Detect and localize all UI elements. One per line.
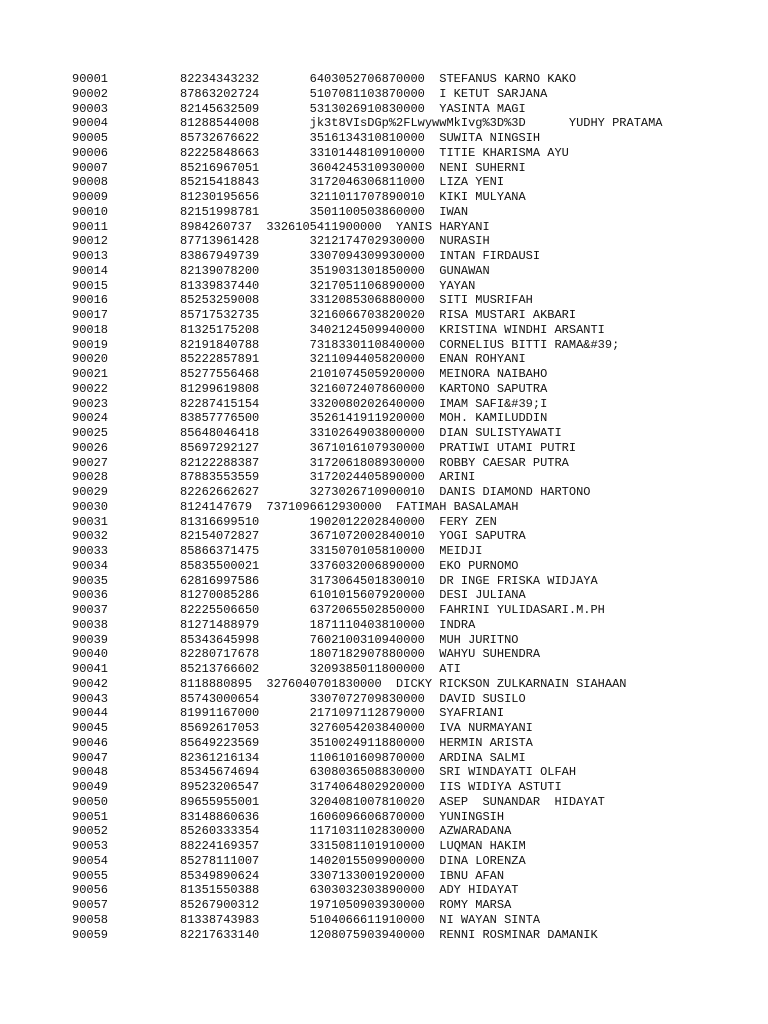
record-line: 90041 85213766602 3209385011800000 ATI bbox=[72, 662, 461, 676]
record-line: 90056 81351550388 6303032303890000 ADY HIDAYAT bbox=[72, 883, 519, 898]
record-line: 90059 82217633140 1208075903940000 RENNI ROSMINAR DAMANIK bbox=[72, 927, 598, 942]
record-line: 90044 81991167000 2171097112879000 SYAFRIANI bbox=[72, 706, 505, 721]
record-line: 90031 81316699510 1902012202840000 FERY ZEN bbox=[72, 514, 497, 529]
record-line: 90058 81338743983 5104066611910000 NI WAYAN SINTA bbox=[72, 912, 541, 927]
record-line: 90042 8118880895 3276040701830000 DICKY RICKSON ZULKARNAIN SIAHAAN bbox=[72, 676, 627, 691]
record-line: 90034 85835500021 3376032006890000 EKO PURNOMO bbox=[72, 558, 519, 573]
record-line: 90013 83867949739 3307094309930000 INTAN FIRDAUSI bbox=[72, 249, 541, 263]
record-line: 90047 82361216134 1106101609870000 ARDINA SALMI bbox=[72, 750, 526, 765]
record-line: 90029 82262662627 3273026710900010 DANIS DIAMOND HARTONO bbox=[72, 485, 591, 499]
record-line: 90007 85216967051 3604245310930000 NENI SUHERNI bbox=[72, 160, 526, 175]
record-line: 90050 89655955001 3204081007810020 ASEP SUNANDAR HIDAYAT bbox=[72, 794, 605, 809]
record-line: 90037 82225506650 6372065502850000 FAHRINI YULIDASARI.M.PH bbox=[72, 603, 605, 617]
record-line: 90005 85732676622 3516134310810000 SUWITA NINGSIH bbox=[72, 131, 541, 145]
record-line: 90035 62816997586 3173064501830010 DR INGE FRISKA WIDJAYA bbox=[72, 573, 598, 588]
record-line: 90049 89523206547 3174064802920000 IIS WIDIYA ASTUTI bbox=[72, 780, 562, 794]
record-line: 90028 87883553559 3172024405890000 ARINI bbox=[72, 470, 476, 485]
record-line: 90003 82145632509 5313026910830000 YASINTA MAGI bbox=[72, 101, 526, 116]
record-line: 90022 81299619808 3216072407860000 KARTONO SAPUTRA bbox=[72, 381, 548, 396]
record-line: 90016 85253259008 3312085306880000 SITI MUSRIFAH bbox=[72, 293, 533, 308]
record-line: 90055 85349890624 3307133001920000 IBNU AFAN bbox=[72, 868, 505, 883]
record-line: 90038 81271488979 1871110403810000 INDRA bbox=[72, 617, 476, 632]
record-line: 90023 82287415154 3320080202640000 IMAM SAFI&#39;I bbox=[72, 396, 548, 411]
record-line: 90040 82280717678 1807182907880000 WAHYU SUHENDRA bbox=[72, 647, 541, 662]
record-line: 90046 85649223569 3510024911880000 HERMIN ARISTA bbox=[72, 735, 533, 750]
record-line: 90012 87713961428 3212174702930000 NURASIH bbox=[72, 234, 490, 249]
record-line: 90057 85267900312 1971050903930000 ROMY MARSA bbox=[72, 898, 512, 912]
record-line: 90002 87863202724 5107081103870000 I KETUT SARJANA bbox=[72, 86, 548, 101]
record-line: 90045 85692617053 3276054203840000 IVA NURMAYANI bbox=[72, 721, 533, 735]
record-line: 90001 82234343232 6403052706870000 STEFANUS KARNO KAKO bbox=[72, 72, 577, 86]
record-line: 90032 82154072827 3671072002840010 YOGI SAPUTRA bbox=[72, 529, 526, 544]
record-line: 90025 85648046418 3310264903800000 DIAN SULISTYAWATI bbox=[72, 426, 562, 440]
record-line: 90011 8984260737 3326105411900000 YANIS HARYANI bbox=[72, 219, 490, 234]
record-line: 90027 82122288387 3172061808930000 ROBBY CAESAR PUTRA bbox=[72, 455, 569, 470]
record-line: 90052 85260333354 1171031102830000 AZWARADANA bbox=[72, 824, 512, 839]
record-line: 90021 85277556468 2101074505920000 MEINORA NAIBAHO bbox=[72, 367, 548, 381]
record-line: 90036 81270085286 6101015607920000 DESI JULIANA bbox=[72, 588, 526, 603]
record-line: 90019 82191840788 7318330110840000 CORNELIUS BITTI RAMA&#39; bbox=[72, 337, 620, 352]
record-line: 90008 85215418843 3172046306811000 LIZA YENI bbox=[72, 175, 505, 190]
record-line: 90024 83857776500 3526141911920000 MOH. KAMILUDDIN bbox=[72, 411, 548, 426]
record-list bbox=[72, 72, 663, 942]
record-line: 90030 8124147679 7371096612930000 FATIMAH BASALAMAH bbox=[72, 499, 519, 514]
record-line: 90026 85697292127 3671016107930000 PRATIWI UTAMI PUTRI bbox=[72, 440, 577, 455]
record-line: 90054 85278111007 1402015509900000 DINA LORENZA bbox=[72, 853, 526, 868]
record-line: 90048 85345674694 6308036508830000 SRI WINDAYATI OLFAH bbox=[72, 765, 577, 780]
record-line: 90017 85717532735 3216066703820020 RISA MUSTARI AKBARI bbox=[72, 308, 577, 322]
record-line: 90004 81288544008 jk3t8VIsDGp%2FLwywwMkIvg%3D%3D YUDHY PRATAMA bbox=[72, 116, 663, 131]
record-line: 90009 81230195656 3211011707890010 KIKI MULYANA bbox=[72, 190, 526, 204]
record-line: 90043 85743000654 3307072709830000 DAVID SUSILO bbox=[72, 691, 526, 706]
record-line: 90020 85222857891 3211094405820000 ENAN ROHYANI bbox=[72, 352, 526, 367]
record-line: 90033 85866371475 3315070105810000 MEIDJI bbox=[72, 544, 483, 558]
record-line: 90039 85343645998 7602100310940000 MUH JURITNO bbox=[72, 632, 519, 647]
record-line: 90053 88224169357 3315081101910000 LUQMAN HAKIM bbox=[72, 839, 526, 853]
record-line: 90014 82139078200 3519031301850000 GUNAWAN bbox=[72, 263, 490, 278]
record-line: 90006 82225848663 3310144810910000 TITIE KHARISMA AYU bbox=[72, 145, 569, 160]
record-line: 90015 81339837440 3217051106890000 YAYAN bbox=[72, 278, 476, 293]
record-line: 90010 82151998781 3501100503860000 IWAN bbox=[72, 204, 469, 219]
record-line: 90051 83148860636 1606096606870000 YUNINGSIH bbox=[72, 809, 505, 824]
record-line: 90018 81325175208 3402124509940000 KRISTINA WINDHI ARSANTI bbox=[72, 322, 605, 337]
